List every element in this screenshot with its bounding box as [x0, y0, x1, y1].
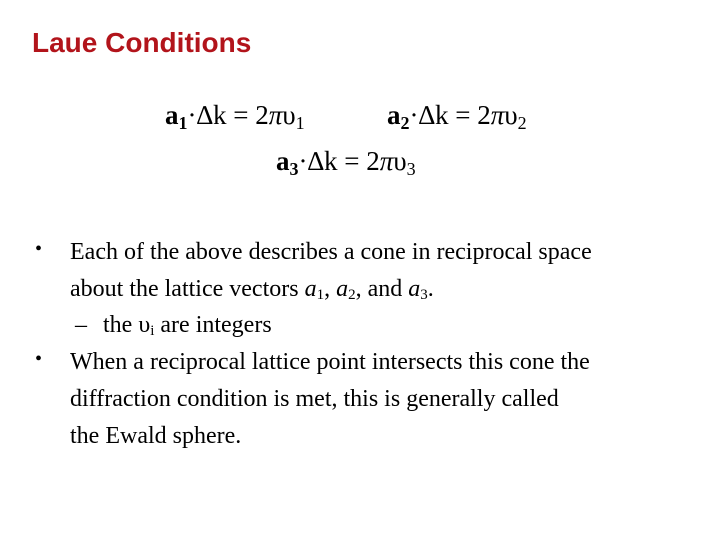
vector-symbol: a — [387, 100, 401, 130]
nu-index: 3 — [406, 159, 416, 179]
pi-symbol: π — [379, 146, 394, 176]
laue-equation-3 — [276, 146, 416, 179]
bullet-line: diffraction condition is met, this is generally called — [70, 385, 559, 412]
slide-title: Laue Conditions — [32, 27, 252, 58]
equation-operator: ·∆k = 2 — [187, 100, 269, 130]
bullet-marker: • — [35, 348, 43, 371]
vector-a1: a — [304, 275, 317, 302]
vector-a2: a — [336, 275, 349, 302]
laue-equation-1 — [165, 100, 305, 133]
equation-operator: ·∆k = 2 — [409, 100, 491, 130]
bullet-item-ewald — [0, 344, 720, 454]
nu-index: 1 — [295, 113, 305, 133]
text-run: , — [324, 275, 337, 302]
laue-equation-2 — [387, 100, 527, 133]
equation-operator: ·∆k = 2 — [298, 146, 380, 176]
vector-index: 3 — [289, 159, 299, 179]
nu-symbol: υ — [138, 312, 151, 339]
vector-symbol: a — [165, 100, 179, 130]
vector-index: 3 — [420, 286, 428, 303]
pi-symbol: π — [268, 100, 283, 130]
bullet-line: Each of the above describes a cone in reciprocal space — [70, 239, 592, 265]
nu-symbol: υ — [282, 100, 296, 130]
pi-symbol: π — [490, 100, 505, 130]
slide-body — [0, 234, 720, 454]
vector-index: 1 — [178, 113, 188, 133]
bullet-line-vectors — [70, 271, 720, 308]
bullet-line: When a reciprocal lattice point intersects this cone the — [70, 349, 590, 376]
sub-bullet-marker: – — [75, 312, 87, 339]
nu-symbol: υ — [504, 100, 518, 130]
nu-symbol: υ — [393, 146, 407, 176]
vector-a3: a — [408, 275, 421, 302]
bullet-line: the Ewald sphere. — [70, 422, 242, 449]
vector-index: 2 — [348, 286, 356, 303]
sub-bullet-integers — [0, 307, 720, 344]
text-run: are integers — [154, 312, 272, 339]
text-run: about the lattice vectors — [70, 275, 305, 302]
vector-index: 2 — [400, 113, 410, 133]
vector-index: 1 — [316, 286, 325, 303]
bullet-item-cone — [0, 234, 720, 307]
vector-symbol: a — [276, 146, 290, 176]
bullet-marker: • — [35, 238, 43, 260]
nu-index: 2 — [517, 113, 527, 133]
text-run: the — [103, 312, 139, 339]
nu-index: i — [150, 323, 155, 340]
text-run: . — [427, 275, 434, 302]
text-run: , and — [355, 275, 409, 302]
